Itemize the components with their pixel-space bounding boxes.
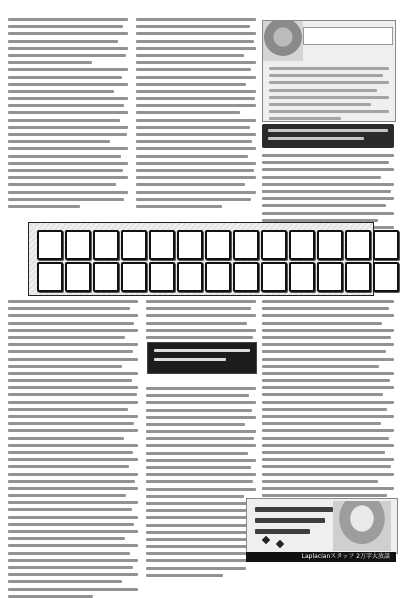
column-upper-left [8, 18, 128, 208]
text-block [8, 18, 128, 208]
footer-title: Laplacianスタッフ 2万字大放談 [301, 553, 390, 560]
sidebar-box-body [269, 67, 389, 120]
headline-row-2 [37, 262, 400, 288]
illustrated-sidebar-box [262, 20, 396, 122]
text-block [136, 18, 256, 208]
column-right-lower [262, 300, 394, 511]
footer-bar [246, 552, 396, 562]
star-icon [262, 536, 270, 544]
headline-banner [28, 222, 374, 296]
character-illustration [333, 501, 391, 551]
column-upper-middle [136, 18, 256, 208]
question-box [262, 124, 394, 148]
star-icon [276, 540, 284, 548]
closing-message-box [246, 498, 398, 554]
headline-row-1 [37, 230, 400, 256]
column-lower-left [8, 300, 138, 598]
sidebar-box-title [303, 27, 393, 45]
callout-box [147, 342, 257, 374]
character-illustration [263, 21, 303, 61]
